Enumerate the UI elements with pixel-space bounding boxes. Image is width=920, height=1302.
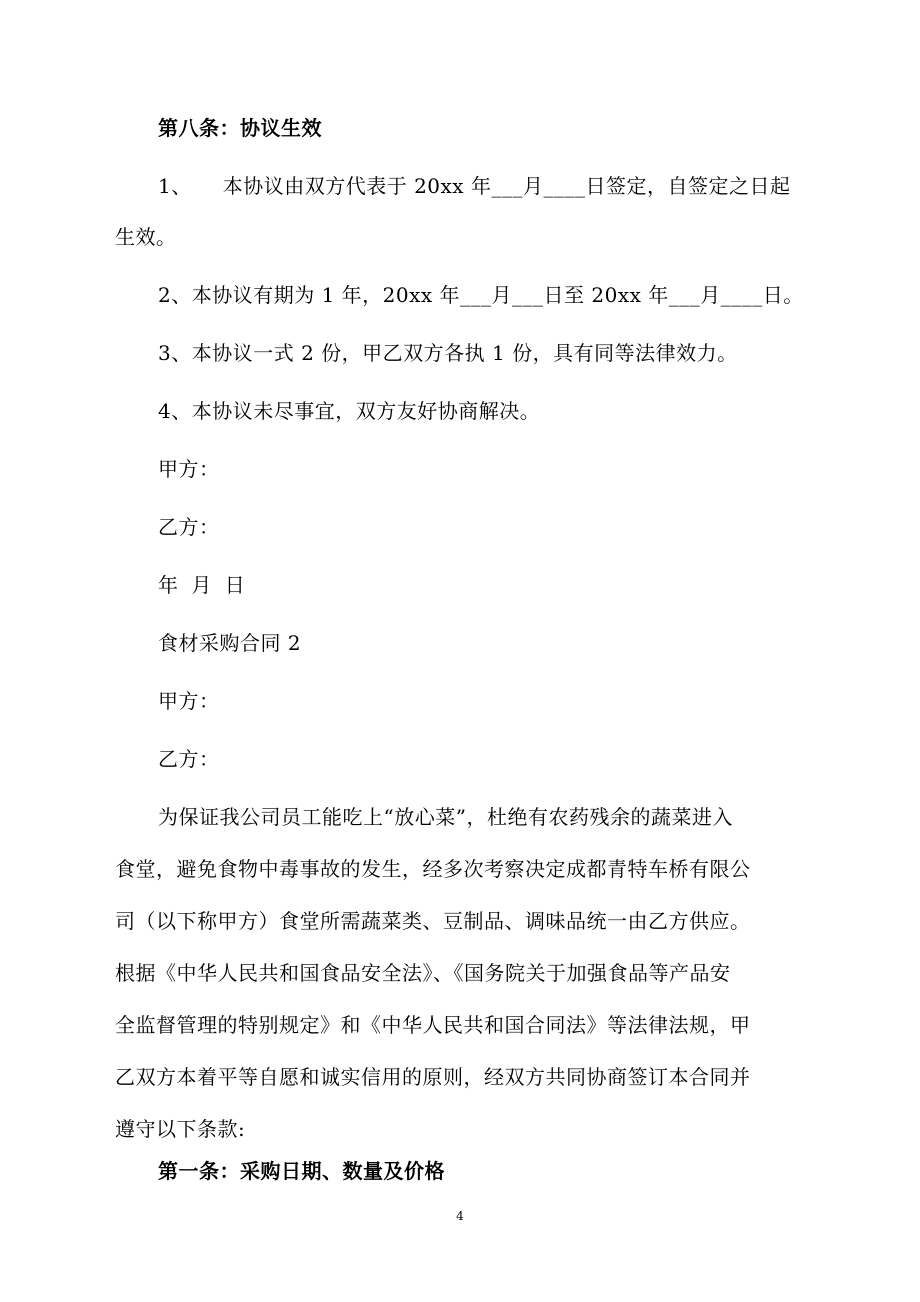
signature-party-a: 甲方： (158, 457, 220, 481)
article8-item1-line1: 1、 本协议由双方代表于 20xx 年___月____日签定，自签定之日起 (158, 174, 791, 198)
signature-party-b: 乙方： (158, 515, 220, 539)
contract2-intro-line: 食堂，避免食物中毒事故的发生，经多次考察决定成都青特车桥有限公 (115, 857, 751, 881)
contract2-intro-line: 根据《中华人民共和国食品安全法》、《国务院关于加强食品等产品安 (115, 961, 731, 985)
contract2-intro-line: 遵守以下条款: (115, 1117, 246, 1141)
contract2-title: 食材采购合同 2 (158, 631, 302, 655)
article8-item1-line2: 生效。 (115, 225, 177, 249)
contract2-intro-line: 为保证我公司员工能吃上“放心菜”，杜绝有农药残余的蔬菜进入 (158, 805, 733, 829)
contract2-party-b: 乙方： (158, 747, 220, 771)
article8-item2: 2、本协议有期为 1 年，20xx 年___月___日至 20xx 年___月____日。 (158, 283, 804, 307)
contract2-intro-line: 乙双方本着平等自愿和诚实信用的原则，经双方共同协商签订本合同并 (115, 1065, 751, 1089)
contract2-party-a: 甲方： (158, 689, 220, 713)
article8-item4: 4、本协议未尽事宜，双方友好协商解决。 (158, 399, 541, 423)
page-number: 4 (456, 1209, 464, 1223)
signature-date: 年 月 日 (158, 573, 246, 597)
article8-heading: 第八条：协议生效 (158, 116, 322, 140)
contract2-intro-line: 司（以下称甲方）食堂所需蔬菜类、豆制品、调味品统一由乙方供应。 (115, 909, 751, 933)
article1-heading: 第一条：采购日期、数量及价格 (158, 1159, 445, 1183)
article8-item3: 3、本协议一式 2 份，甲乙双方各执 1 份，具有同等法律效力。 (158, 341, 738, 365)
contract2-intro-line: 全监督管理的特别规定》和《中华人民共和国合同法》等法律法规，甲 (115, 1013, 751, 1037)
